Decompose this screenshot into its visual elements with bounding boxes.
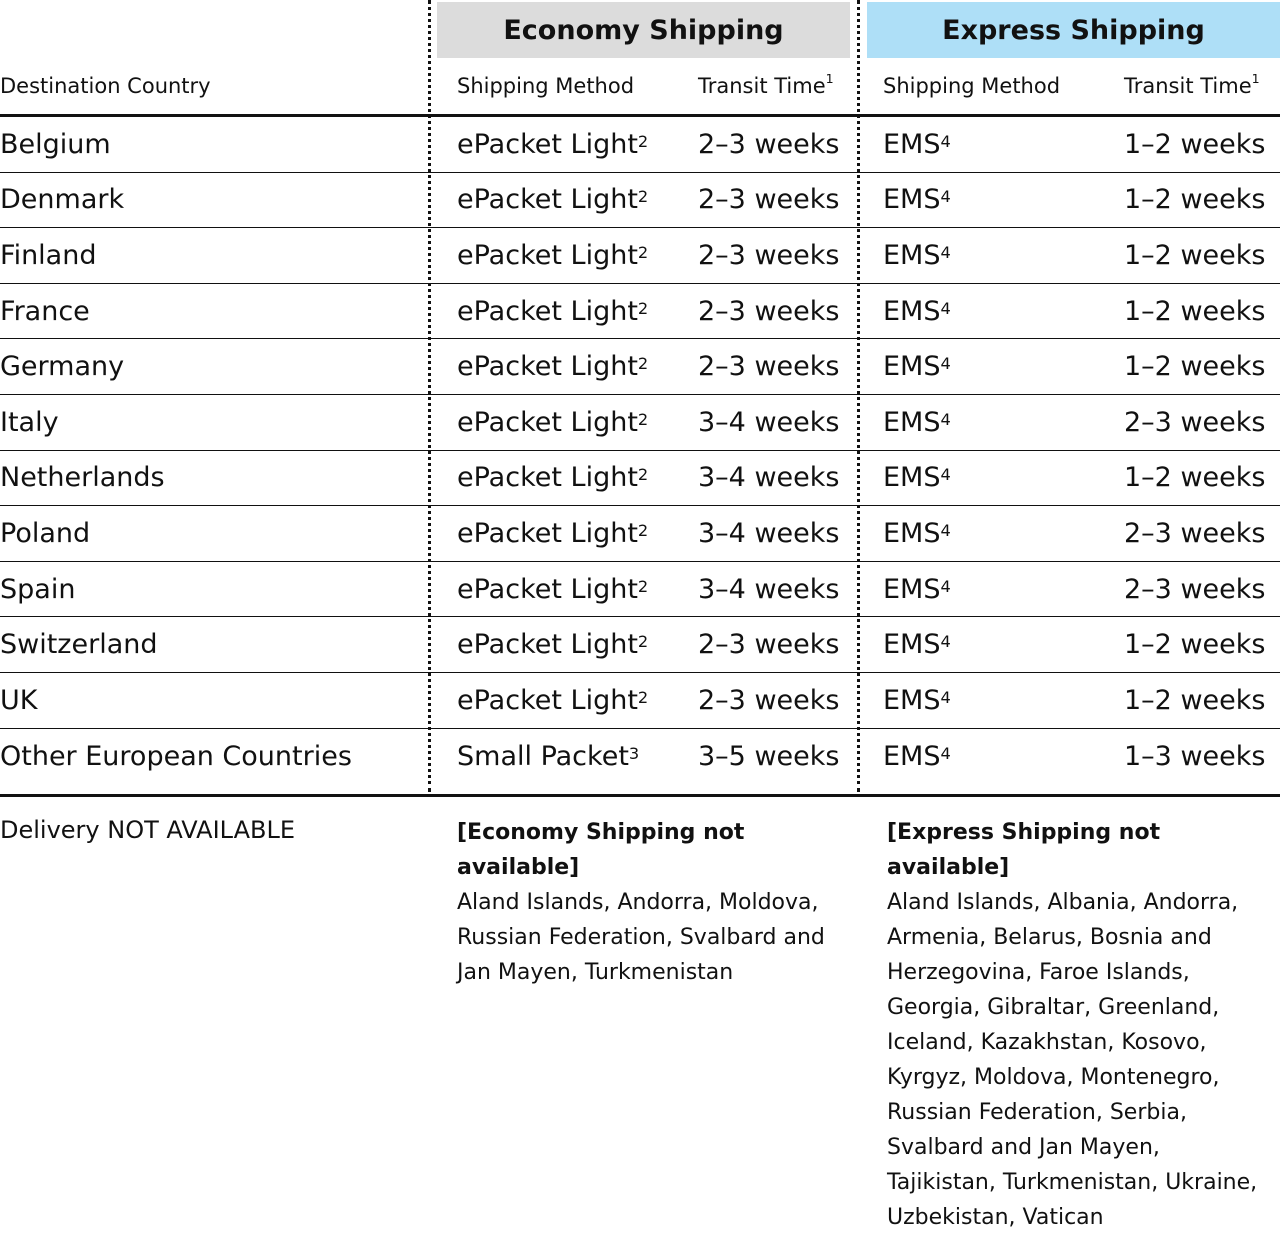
table-row xyxy=(0,339,1280,395)
destination-country-cell xyxy=(0,284,90,339)
delivery-not-available-label: Delivery NOT AVAILABLE xyxy=(0,816,295,844)
express-method-name: EMS xyxy=(883,295,941,327)
express-transit-cell xyxy=(1124,395,1265,450)
express-method-name: EMS xyxy=(883,573,941,605)
country-name: Switzerland xyxy=(0,629,158,661)
express-transit-time: 1–2 weeks xyxy=(1124,462,1266,494)
economy-method-name: ePacket Light xyxy=(457,462,638,494)
express-method-cell: EMS $^4$ xyxy=(883,629,951,661)
destination-country-cell xyxy=(0,173,124,228)
express-transit-cell xyxy=(1124,228,1265,283)
destination-country-cell xyxy=(0,228,96,283)
economy-transit-cell xyxy=(698,617,839,672)
economy-method-name: ePacket Light xyxy=(457,351,638,383)
express-transit-time: 1–2 weeks xyxy=(1124,128,1266,160)
economy-method-cell: ePacket Light $^2$ xyxy=(457,406,649,438)
economy-shipping-header: Economy Shipping xyxy=(437,2,850,58)
economy-transit-time: 2–3 weeks xyxy=(698,239,840,271)
economy-not-available-title: [Economy Shipping not available] xyxy=(457,820,745,880)
table-row xyxy=(0,562,1280,618)
express-transit-cell xyxy=(1124,562,1265,617)
express-method-name: EMS xyxy=(883,239,941,271)
economy-method-name: ePacket Light xyxy=(457,128,638,160)
destination-country-cell xyxy=(0,673,37,728)
table-row xyxy=(0,228,1280,284)
express-transit-cell xyxy=(1124,617,1265,672)
express-transit-time: 1–2 weeks xyxy=(1124,629,1266,661)
express-transit-time: 1–3 weeks xyxy=(1124,740,1266,772)
destination-country-header xyxy=(0,74,211,98)
country-name: Belgium xyxy=(0,128,111,160)
express-method-cell: EMS $^4$ xyxy=(883,239,951,271)
express-method-cell: EMS $^4$ xyxy=(883,184,951,216)
economy-transit-time: 2–3 weeks xyxy=(698,295,840,327)
express-method-cell: EMS $^4$ xyxy=(883,740,951,772)
economy-transit-time: 3–4 weeks xyxy=(698,517,840,549)
economy-not-available-list: Aland Islands, Andorra, Moldova, Russian Federation, Svalbard and Jan Mayen, Turkmenistan xyxy=(457,890,825,985)
table-row xyxy=(0,451,1280,507)
express-method-name: EMS xyxy=(883,462,941,494)
economy-not-available-block xyxy=(457,815,837,990)
economy-transit-cell xyxy=(698,506,839,561)
destination-country-cell xyxy=(0,451,165,506)
country-name: Netherlands xyxy=(0,462,165,494)
table-row xyxy=(0,617,1280,673)
express-shipping-method-header-label: Shipping Method xyxy=(883,74,1061,98)
express-transit-cell xyxy=(1124,729,1265,785)
express-method-name: EMS xyxy=(883,684,941,716)
country-name: Italy xyxy=(0,406,59,438)
economy-transit-cell xyxy=(698,673,839,728)
economy-method-name: ePacket Light xyxy=(457,517,638,549)
express-method-name: EMS xyxy=(883,517,941,549)
express-method-cell: EMS $^4$ xyxy=(883,406,951,438)
country-name: France xyxy=(0,295,90,327)
express-method-cell: EMS $^4$ xyxy=(883,295,951,327)
economy-method-name: ePacket Light xyxy=(457,684,638,716)
economy-method-cell: ePacket Light $^2$ xyxy=(457,684,649,716)
express-method-name: EMS xyxy=(883,629,941,661)
express-shipping-header: Express Shipping xyxy=(867,2,1280,58)
express-transit-cell xyxy=(1124,284,1265,339)
table-row xyxy=(0,173,1280,229)
express-transit-time: 2–3 weeks xyxy=(1124,517,1266,549)
economy-transit-time: 2–3 weeks xyxy=(698,351,840,383)
country-name: Other European Countries xyxy=(0,740,352,772)
economy-method-name: ePacket Light xyxy=(457,184,638,216)
country-name: Spain xyxy=(0,573,76,605)
country-name: Denmark xyxy=(0,184,125,216)
economy-method-cell: ePacket Light $^2$ xyxy=(457,128,649,160)
transit-time-footnote: 1 xyxy=(1251,71,1260,87)
economy-transit-cell xyxy=(698,729,839,785)
economy-method-cell: ePacket Light $^2$ xyxy=(457,239,649,271)
express-transit-cell xyxy=(1124,451,1265,506)
economy-method-name: ePacket Light xyxy=(457,295,638,327)
economy-method-name: ePacket Light xyxy=(457,629,638,661)
express-method-cell: EMS $^4$ xyxy=(883,128,951,160)
destination-country-cell xyxy=(0,506,90,561)
economy-transit-cell xyxy=(698,173,839,228)
express-transit-time: 1–2 weeks xyxy=(1124,351,1266,383)
economy-transit-time: 3–5 weeks xyxy=(698,740,840,772)
table-row xyxy=(0,284,1280,340)
express-method-name: EMS xyxy=(883,351,941,383)
table-row xyxy=(0,395,1280,451)
economy-shipping-method-header-label: Shipping Method xyxy=(457,74,635,98)
economy-transit-time: 3–4 weeks xyxy=(698,573,840,605)
express-method-name: EMS xyxy=(883,406,941,438)
express-method-cell: EMS $^4$ xyxy=(883,573,951,605)
transit-time-footnote: 1 xyxy=(825,71,834,87)
express-transit-time: 1–2 weeks xyxy=(1124,684,1266,716)
express-not-available-block xyxy=(887,815,1272,1235)
express-method-cell: EMS $^4$ xyxy=(883,684,951,716)
express-transit-time-header-label: Transit Time xyxy=(1124,74,1252,98)
express-method-name: EMS xyxy=(883,740,941,772)
economy-method-cell: ePacket Light $^2$ xyxy=(457,462,649,494)
destination-country-cell xyxy=(0,395,59,450)
destination-country-cell xyxy=(0,617,158,672)
economy-transit-cell xyxy=(698,395,839,450)
economy-method-name: ePacket Light xyxy=(457,573,638,605)
country-name: Poland xyxy=(0,517,91,549)
express-transit-cell xyxy=(1124,173,1265,228)
economy-method-cell: ePacket Light $^2$ xyxy=(457,629,649,661)
country-name: UK xyxy=(0,684,38,716)
economy-transit-cell xyxy=(698,451,839,506)
economy-transit-time: 2–3 weeks xyxy=(698,128,840,160)
footer-rule xyxy=(0,794,1280,797)
express-method-name: EMS xyxy=(883,184,941,216)
destination-country-cell xyxy=(0,117,111,172)
economy-method-name: ePacket Light xyxy=(457,239,638,271)
table-row xyxy=(0,673,1280,729)
country-name: Finland xyxy=(0,239,97,271)
destination-country-header-label: Destination Country xyxy=(0,74,211,98)
economy-method-name: Small Packet xyxy=(457,740,629,772)
economy-shipping-method-header xyxy=(457,74,634,98)
express-method-cell: EMS $^4$ xyxy=(883,351,951,383)
economy-transit-cell xyxy=(698,228,839,283)
express-transit-time: 1–2 weeks xyxy=(1124,295,1266,327)
economy-transit-cell xyxy=(698,117,839,172)
country-name: Germany xyxy=(0,351,125,383)
express-transit-time-header xyxy=(1124,71,1260,98)
economy-transit-time-header xyxy=(698,71,834,98)
table-row xyxy=(0,729,1280,785)
express-transit-cell xyxy=(1124,673,1265,728)
economy-transit-time: 3–4 weeks xyxy=(698,462,840,494)
economy-method-cell: ePacket Light $^2$ xyxy=(457,517,649,549)
economy-method-cell: ePacket Light $^2$ xyxy=(457,351,649,383)
express-method-cell: EMS $^4$ xyxy=(883,517,951,549)
express-transit-cell xyxy=(1124,117,1265,172)
table-row xyxy=(0,117,1280,173)
express-transit-cell xyxy=(1124,339,1265,394)
economy-transit-time: 2–3 weeks xyxy=(698,184,840,216)
express-transit-time: 2–3 weeks xyxy=(1124,573,1266,605)
express-method-cell: EMS $^4$ xyxy=(883,462,951,494)
express-transit-time: 1–2 weeks xyxy=(1124,239,1266,271)
table-row xyxy=(0,506,1280,562)
shipping-table-body xyxy=(0,117,1280,784)
economy-transit-cell xyxy=(698,562,839,617)
destination-country-cell xyxy=(0,729,352,785)
destination-country-cell xyxy=(0,562,75,617)
economy-transit-cell xyxy=(698,339,839,394)
express-transit-cell xyxy=(1124,506,1265,561)
economy-method-name: ePacket Light xyxy=(457,406,638,438)
economy-transit-time: 3–4 weeks xyxy=(698,406,840,438)
economy-method-cell: ePacket Light $^2$ xyxy=(457,295,649,327)
economy-method-cell: ePacket Light $^2$ xyxy=(457,573,649,605)
economy-transit-time: 2–3 weeks xyxy=(698,684,840,716)
express-shipping-method-header xyxy=(883,74,1060,98)
economy-transit-time: 2–3 weeks xyxy=(698,629,840,661)
economy-method-cell: Small Packet $^3$ xyxy=(457,740,640,772)
express-not-available-list: Aland Islands, Albania, Andorra, Armenia, Belarus, Bosnia and Herzegovina, Faroe Islands, Georgia, Gibraltar, Greenland, Iceland, Kazakhstan, Kosovo, Kyrgyz, Moldova, Montenegro, Russian Federation, Serbia, Svalbard and Jan Mayen, Tajikistan, Turkmenistan, Ukraine, Uzbekistan, Vatican xyxy=(887,890,1258,1230)
express-not-available-title: [Express Shipping not available] xyxy=(887,820,1161,880)
destination-country-cell xyxy=(0,339,124,394)
economy-transit-time-header-label: Transit Time xyxy=(698,74,826,98)
express-transit-time: 1–2 weeks xyxy=(1124,184,1266,216)
economy-method-cell: ePacket Light $^2$ xyxy=(457,184,649,216)
economy-transit-cell xyxy=(698,284,839,339)
express-method-name: EMS xyxy=(883,128,941,160)
express-transit-time: 2–3 weeks xyxy=(1124,406,1266,438)
